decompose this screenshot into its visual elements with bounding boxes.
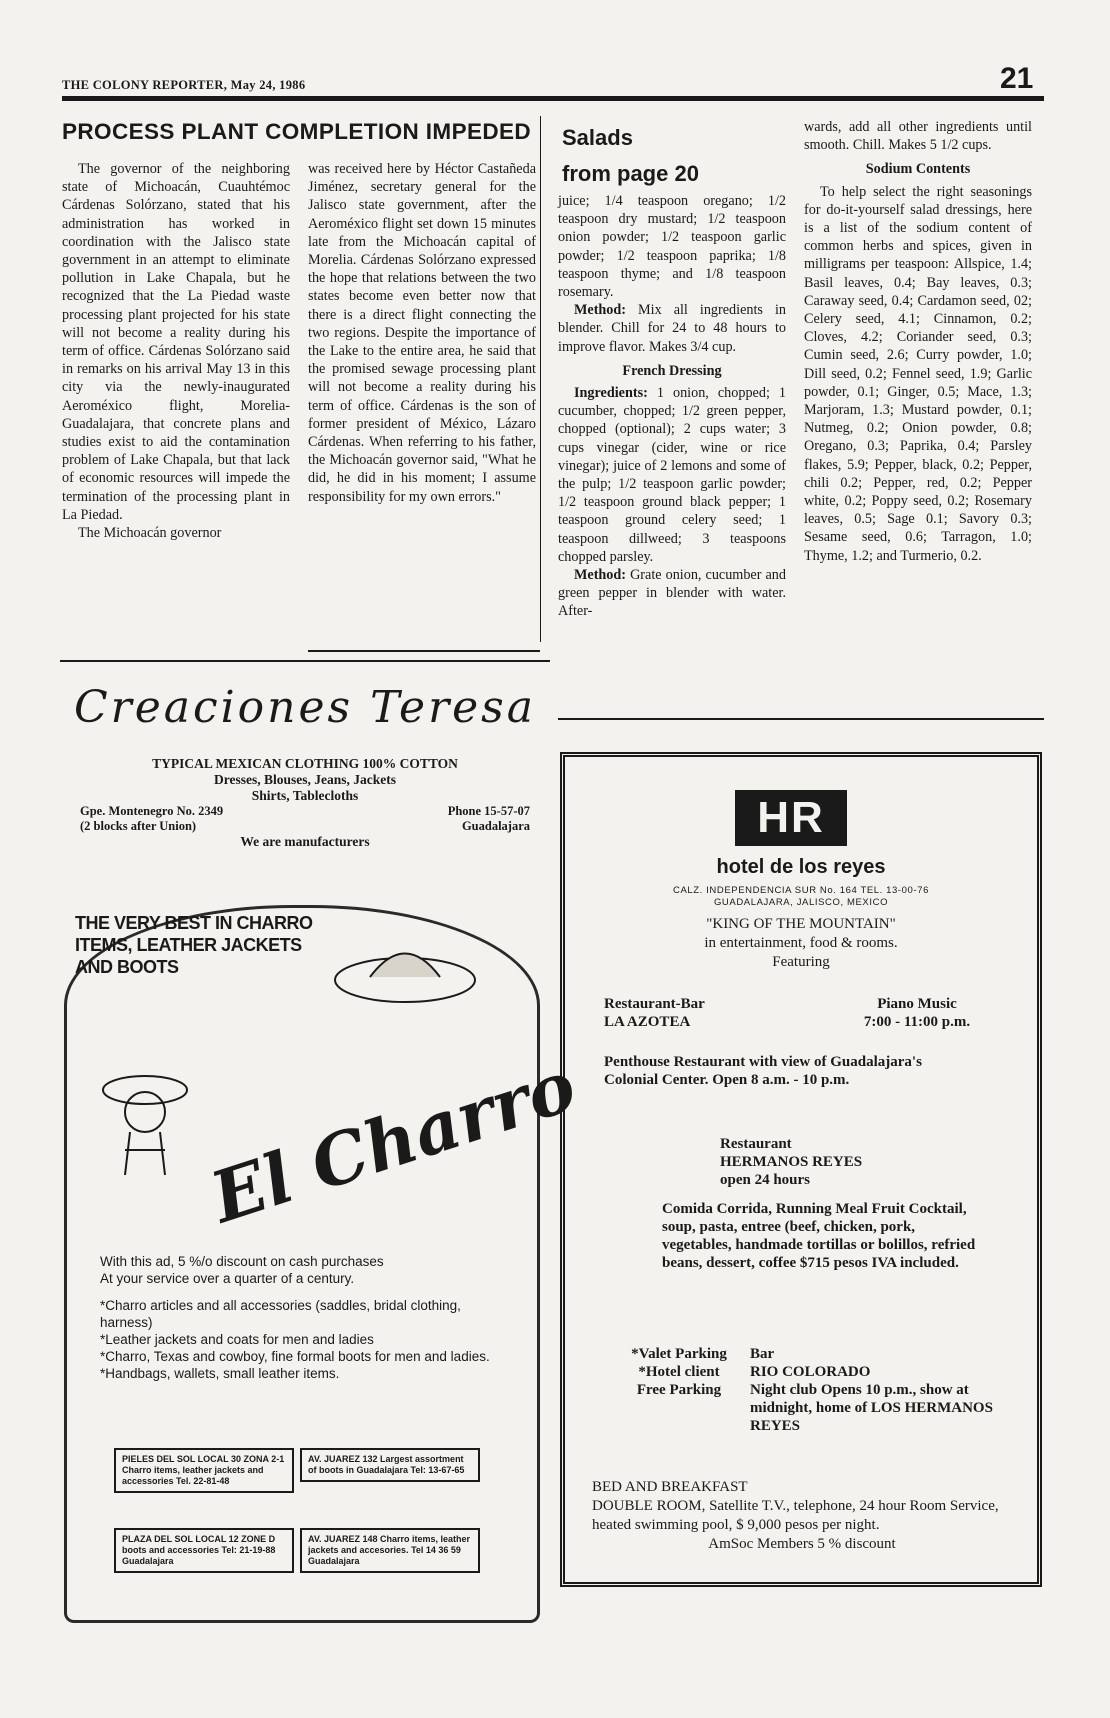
hotel-restaurant-block <box>720 1135 980 1189</box>
teresa-ad-body <box>80 756 530 850</box>
sombrero-illustration <box>330 925 480 1015</box>
charro-store-4: AV. JUAREZ 148 Charro items, leather jackets and accesories. Tel 14 36 59 Guadalajara <box>300 1528 480 1573</box>
teresa-line-1: TYPICAL MEXICAN CLOTHING 100% COTTON <box>152 756 458 771</box>
hotel-slogan: "KING OF THE MOUNTAIN" <box>706 916 896 932</box>
teresa-logo: Creaciones Teresa <box>74 682 536 733</box>
ingredients-text: 1 onion, chopped; 1 cucumber, chopped; 1/2 green pepper, chopped (optional); 2 cups water; 3 cups vinegar (cider, wine or rice vinegar); juice of 2 lemons and some of the pulp; 1/2 teaspoon garlic powder; 1/2 teaspoon ground black pepper; 1 teaspoon ground celery seed; 1 teaspoon dillweed; 3 teaspoons chopped parsley. <box>558 385 787 565</box>
teresa-address-block <box>80 804 223 834</box>
teresa-phone-block <box>448 804 530 834</box>
hotel-penthouse: Penthouse Restaurant with view of Guadalajara's Colonial Center. Open 8 a.m. - 10 p.m. <box>604 1054 922 1088</box>
charro-ad-text <box>100 1253 510 1382</box>
salads-continued: from page 20 <box>562 161 699 186</box>
teresa-ad-top-rule <box>60 660 550 662</box>
charro-discount-line: With this ad, 5 %/o discount on cash purchases <box>100 1254 384 1269</box>
hotel-free-parking: Free Parking <box>636 1382 722 1398</box>
salads-end-rule <box>558 718 1044 720</box>
hotel-address: CALZ. INDEPENDENCIA SUR No. 164 TEL. 13-00-76 <box>673 885 929 896</box>
salads-intro: juice; 1/4 teaspoon oregano; 1/2 teaspoon dry mustard; 1/2 teaspoon onion powder; 1/2 teaspoon garlic powder; 1/2 teaspoon paprika; 1/8 teaspoon thyme; and 1/8 teaspoon rosemary. <box>558 193 786 301</box>
hotel-parking-block <box>604 1345 754 1399</box>
charro-bullet-4: *Handbags, wallets, small leather items. <box>100 1366 340 1381</box>
hotel-bar-block <box>604 995 804 1031</box>
hotel-bar-label: Restaurant-Bar <box>604 996 705 1012</box>
hotel-restaurant-label: Restaurant <box>720 1136 792 1152</box>
method2-text: Grate onion, cucumber and green pepper in blender with water. After- <box>558 567 786 620</box>
charro-bullet-3: *Charro, Texas and cowboy, fine formal boots for men and ladies. <box>100 1349 490 1364</box>
charro-store-3: PLAZA DEL SOL LOCAL 12 ZONE D boots and accessories Tel: 21-19-88 Guadalajara <box>114 1528 294 1573</box>
hotel-client: *Hotel client <box>638 1364 720 1380</box>
teresa-city: Guadalajara <box>461 819 530 833</box>
hotel-slogan-block <box>560 915 1042 972</box>
salads-col-2 <box>804 118 1032 565</box>
charro-character-illustration <box>100 1060 190 1180</box>
hotel-featuring: Featuring <box>772 954 830 970</box>
hotel-bnb-desc: DOUBLE ROOM, Satellite T.V., telephone, 24 hour Room Service, heated swimming pool, $ 9,000 pesos per night. <box>592 1498 999 1533</box>
teresa-line-2: Dresses, Blouses, Jeans, Jackets <box>214 772 396 787</box>
charro-bullet-2: *Leather jackets and coats for men and ladies <box>100 1332 374 1347</box>
charro-service-line: At your service over a quarter of a century. <box>100 1271 355 1286</box>
article-headline: PROCESS PLANT COMPLETION IMPEDED <box>62 119 532 144</box>
page-number: 21 <box>1000 62 1034 95</box>
hotel-bar2-name: RIO COLORADO <box>750 1364 871 1380</box>
masthead-rule <box>62 96 1044 101</box>
hotel-address-block <box>560 885 1042 909</box>
hotel-city: GUADALAJARA, JALISCO, MEXICO <box>713 897 889 908</box>
hotel-bar2-desc: Night club Opens 10 p.m., show at midnight, home of LOS HERMANOS REYES <box>750 1382 993 1434</box>
article-col-1-tail: The Michoacán governor <box>78 525 222 542</box>
hotel-bar2-label: Bar <box>750 1346 775 1362</box>
sodium-text: To help select the right seasonings for do-it-yourself salad dressings, here is a list of the sodium content of common herbs and spices, given in milligrams per teaspoon: Allspice, 1.4; Basil leaves, 0.4; Bay leaves, 0.3; Caraway seed, 0.4; Cardamon seed, 02; Celery seed, 4.1; Cinnamon, 0.2; Cloves, 4.2; Coriander seed, 0.3; Cumin seed, 2.6; Curry powder, 1.0; Dill seed, 0.2; Fennel seed, 1.9; Garlic powder, 0.1; Ginger, 0.5; Mace, 1.3; Marjoram, 1.3; Mustard powder, 0.1; Nutmeg, 0.2; Onion powder, 0.8; Oregano, 0.3; Paprika, 0.4; Parsley flakes, 5.9; Pepper, black, 0.2; Pepper, chili 0.2; Pepper, red, 0.2; Pepper white, 0.2; Poppy seed, 0.2; Rosemary leaves, 0.5; Sage 0.1; Savory 0.3; Sesame seed, 0.6; Tarragon, 1.0; Thyme, 1.2; and Turmerio, 0.2. <box>804 183 1032 564</box>
hotel-piano: Piano Music <box>877 996 957 1012</box>
teresa-phone: Phone 15-57-07 <box>447 804 530 818</box>
hotel-slogan-2: in entertainment, food & rooms. <box>704 935 898 951</box>
masthead-title: THE COLONY REPORTER, May 24, 1986 <box>62 78 306 92</box>
article-end-rule <box>308 650 540 652</box>
hotel-piano-block <box>832 995 1002 1031</box>
hotel-logo: HR <box>735 790 847 846</box>
charro-store-2: AV. JUAREZ 132 Largest assortment of boots in Guadalajara Tel: 13-67-65 <box>300 1448 480 1482</box>
salads-title: Salads <box>562 125 633 150</box>
hotel-restaurant-name: HERMANOS REYES <box>720 1154 863 1170</box>
french-dressing-heading: French Dressing <box>622 362 722 379</box>
hotel-bnb-block <box>592 1478 1012 1554</box>
el-charro-logo: El Charro <box>201 1043 586 1240</box>
method1-label: Method: <box>574 302 627 319</box>
hotel-comida: Comida Corrida, Running Meal Fruit Cocktail, soup, pasta, entree (beef, chicken, pork, vegetables, handmade tortillas or bolillos, refried beans, dessert, coffee $715 pesos IVA included. <box>662 1201 976 1271</box>
hotel-discount: AmSoc Members 5 % discount <box>708 1536 896 1552</box>
teresa-contact-row <box>80 804 530 834</box>
salads-col-1 <box>558 192 786 621</box>
sodium-heading: Sodium Contents <box>865 161 971 178</box>
article-col-2-text: was received here by Héctor Castañeda Jiménez, secretary general for the Jalisco state government, after the Aeroméxico flight set down 15 minutes late from the Michoacán capital of Morelia. Cárdenas Solórzano expressed the hope that relations between the two states become even better now that there is a direct flight connecting the two regions. Despite the importance of the Lake to the entire area, he said that the promised sewage processing plant will not become a reality during his term of office. Cárdenas is the son of former president of México, Lázaro Cárdenas. When referring to his father, the Michoacán governor said, "What he did, he did in his moment; I assume responsibility for my own errors." <box>308 161 536 505</box>
charro-bullet-1: *Charro articles and all accessories (saddles, bridal clothing, harness) <box>100 1298 461 1330</box>
hotel-bar-name: LA AZOTEA <box>604 1014 691 1030</box>
teresa-tagline: We are manufacturers <box>240 834 370 849</box>
hotel-valet: *Valet Parking <box>631 1346 727 1362</box>
method2-label: Method: <box>574 567 627 584</box>
charro-store-1: PIELES DEL SOL LOCAL 30 ZONA 2-1 Charro items, leather jackets and accessories Tel. 22-81-48 <box>114 1448 294 1493</box>
hotel-name: hotel de los reyes <box>716 856 886 878</box>
salads-continuation: wards, add all other ingredients until smooth. Chill. Makes 5 1/2 cups. <box>804 119 1032 154</box>
article-col-2 <box>308 160 536 506</box>
hotel-bar2-block <box>750 1345 1000 1435</box>
hotel-bnb-title: BED AND BREAKFAST <box>592 1479 748 1495</box>
charro-headline: THE VERY BEST IN CHARRO ITEMS, LEATHER JACKETS AND BOOTS <box>75 913 313 977</box>
salads-heading <box>562 120 782 192</box>
teresa-line-3: Shirts, Tablecloths <box>251 788 359 803</box>
article-col-1 <box>62 160 290 542</box>
ingredients-label: Ingredients: <box>574 385 648 402</box>
column-divider <box>540 116 541 642</box>
hotel-restaurant-hours: open 24 hours <box>720 1172 811 1188</box>
teresa-address-note: (2 blocks after Union) <box>80 819 197 833</box>
method1-text: Mix all ingredients in blender. Chill for 24 to 48 hours to improve flavor. Makes 3/4 cup. <box>558 302 786 355</box>
teresa-address: Gpe. Montenegro No. 2349 <box>80 804 224 818</box>
article-col-1-text: The governor of the neighboring state of Michoacán, Cuauhtémoc Cárdenas Solórzano, stated that his administration has worked in coordination with the Jalisco state government in an attempt to eliminate pollution in Lake Chapala, but he recognized that the La Piedad waste processing plant projected for his state will not become a reality during his term of office. Cárdenas Solórzano said in remarks on his arrival May 13 in this city via the newly-inaugurated Aeroméxico flight, Morelia-Guadalajara, that concrete plans and studies exist to aid the contamination problem of Lake Chapala, but that lack of economic resources will impede the termination of the processing plant in La Piedad. <box>62 161 290 523</box>
hotel-piano-time: 7:00 - 11:00 p.m. <box>863 1014 971 1030</box>
